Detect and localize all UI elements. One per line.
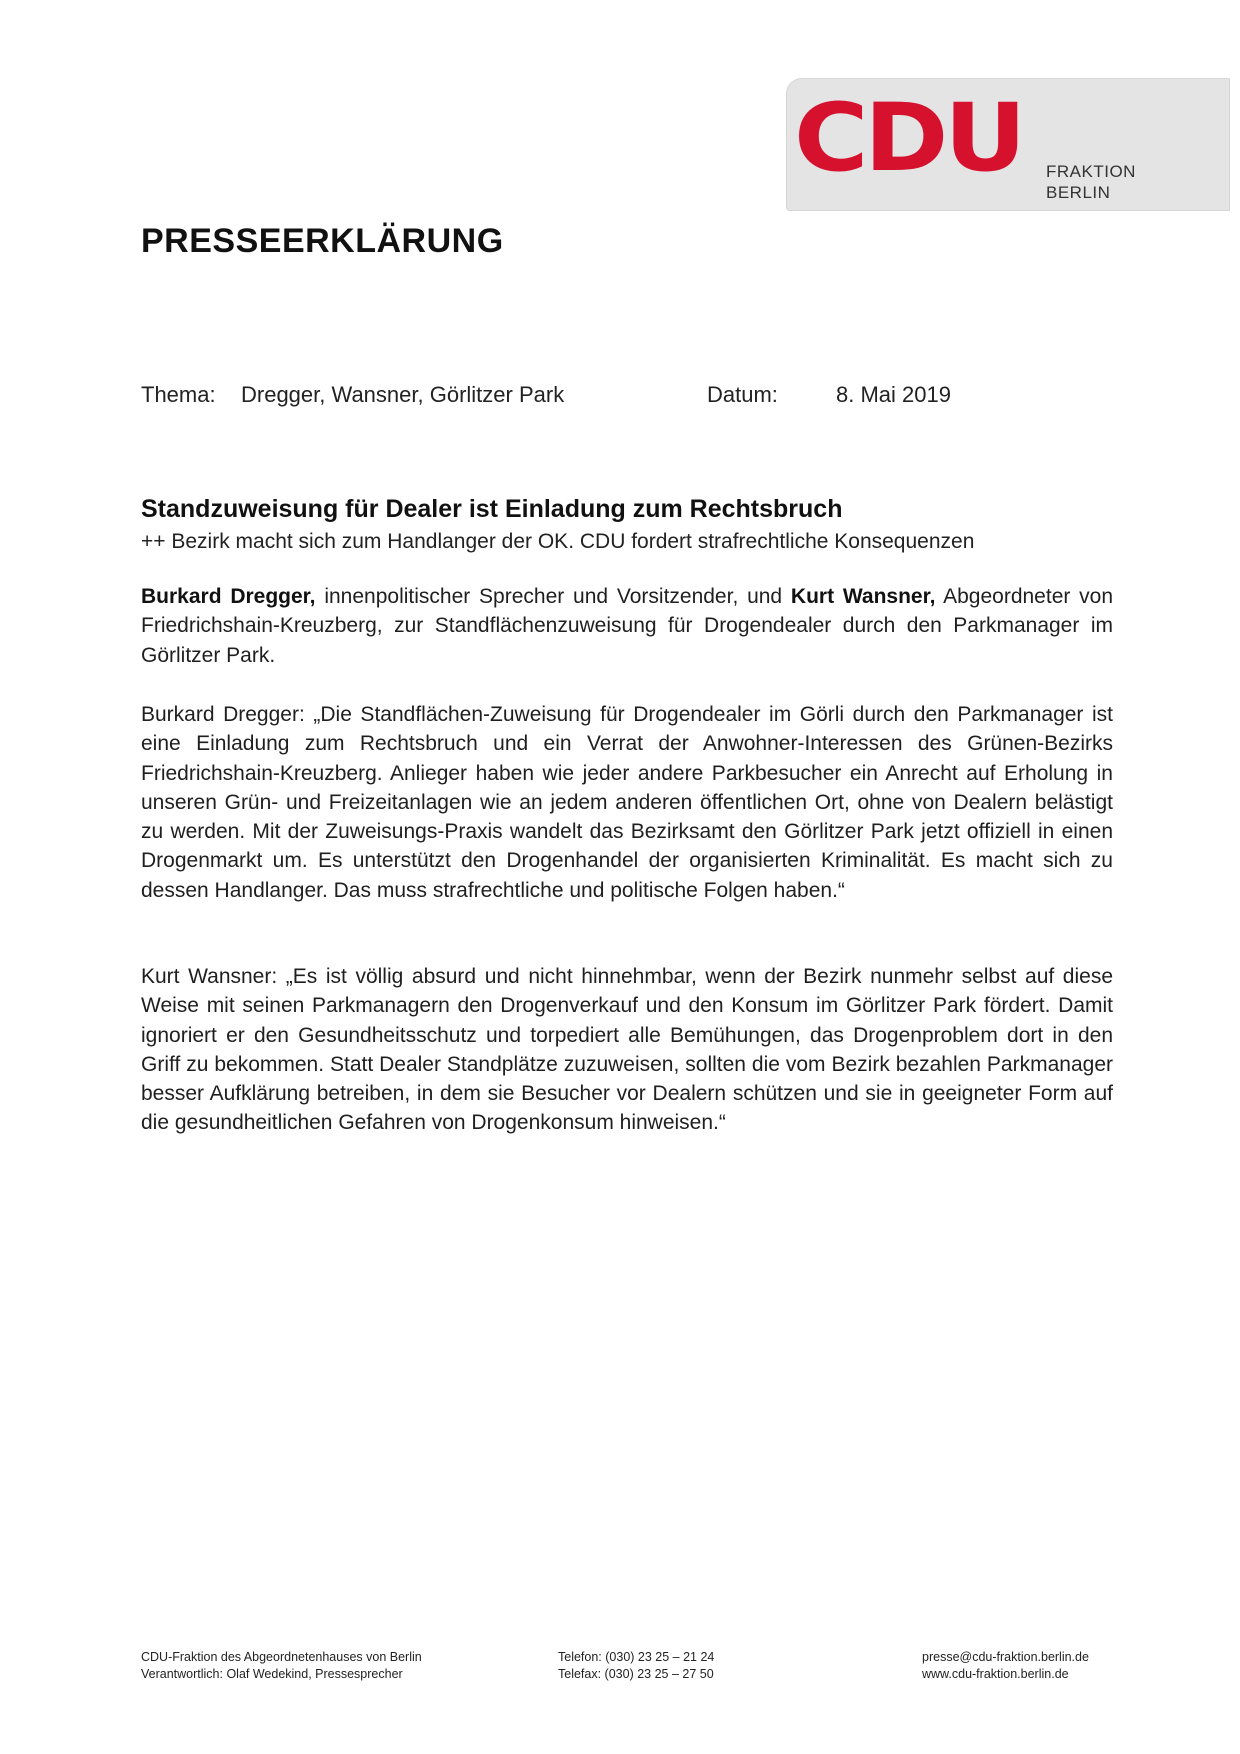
date-label: Datum: bbox=[707, 382, 778, 407]
topic-label: Thema: bbox=[141, 382, 216, 407]
footer-fax: Telefax: (030) 23 25 – 27 50 bbox=[558, 1667, 714, 1681]
cdu-logo-mark: CDU bbox=[794, 84, 1023, 193]
speaker-name-dregger: Burkard Dregger, bbox=[141, 585, 316, 608]
logo-subtitle bbox=[1046, 161, 1136, 203]
footer-website[interactable]: www.cdu-fraktion.berlin.de bbox=[922, 1667, 1069, 1681]
quote-dregger: Burkard Dregger: „Die Standflächen-Zuweisung für Drogendealer im Görli durch den Parkmanager ist eine Einladung zum Rechtsbruch und ein Verrat der Anwohner-Interessen des Grünen-Bezirks Friedrichshain-Kreuzberg. Anlieger haben wie jeder andere Parkbesucher ein Anrecht auf Erholung in unseren Grün- und Freizeitanlagen wie an jedem anderen öffentlichen Ort, ohne von Dealern belästigt zu werden. Mit der Zuweisungs-Praxis wandelt das Bezirksamt den Görlitzer Park jetzt offiziell in einen Drogenmarkt um. Es unterstützt den Drogenhandel der organisierten Kriminalität. Es macht sich zu dessen Handlanger. Das muss strafrechtliche und politische Folgen haben.“ bbox=[141, 703, 1113, 902]
logo-panel bbox=[786, 78, 1230, 211]
quote-wansner: Kurt Wansner: „Es ist völlig absurd und nicht hinnehmbar, wenn der Bezirk nunmehr selbst auf diese Weise mit seinen Parkmanagern den Drogenverkauf und den Konsum im Görlitzer Park fördert. Damit ignoriert er den Gesundheitsschutz und torpediert alle Bemühungen, das Drogenproblem dort in den Griff zu bekommen. Statt Dealer Standplätze zuzuweisen, sollten die vom Bezirk bezahlen Parkmanager besser Aufklärung betreiben, in dem sie Besucher vor Dealern schützen und sie in geeigneter Form auf die gesundheitlichen Gefahren von Drogenkonsum hinweisen.“ bbox=[141, 965, 1113, 1135]
footer-phone: Telefon: (030) 23 25 – 21 24 bbox=[558, 1650, 715, 1664]
intro-text-1: innenpolitischer Sprecher und Vorsitzender, und bbox=[315, 585, 791, 608]
intro-paragraph bbox=[141, 582, 1113, 670]
headline: Standzuweisung für Dealer ist Einladung zum Rechtsbruch bbox=[141, 495, 843, 523]
footer-middle bbox=[558, 1649, 714, 1683]
speaker-name-wansner: Kurt Wansner, bbox=[790, 585, 936, 608]
subheadline: ++ Bezirk macht sich zum Handlanger der OK. CDU fordert strafrechtliche Konsequenzen bbox=[141, 530, 975, 553]
date-value: 8. Mai 2019 bbox=[836, 382, 951, 407]
footer-left bbox=[141, 1649, 422, 1683]
logo-line-fraktion: FRAKTION bbox=[1046, 162, 1136, 181]
document-title: PRESSEERKLÄRUNG bbox=[141, 222, 504, 260]
logo-line-berlin: BERLIN bbox=[1046, 183, 1111, 202]
footer-responsible: Verantwortlich: Olaf Wedekind, Pressesprecher bbox=[141, 1667, 403, 1681]
footer-email[interactable]: presse@cdu-fraktion.berlin.de bbox=[922, 1650, 1089, 1664]
topic-value: Dregger, Wansner, Görlitzer Park bbox=[241, 382, 565, 407]
footer-org: CDU-Fraktion des Abgeordnetenhauses von Berlin bbox=[141, 1650, 422, 1664]
footer-right bbox=[922, 1649, 1089, 1683]
intro-text-2: Abgeordneter von Friedrichshain-Kreuzberg, zur Standflächenzuweisung für Drogendealer durch den Parkmanager im Görlitzer Park. bbox=[141, 585, 1114, 667]
